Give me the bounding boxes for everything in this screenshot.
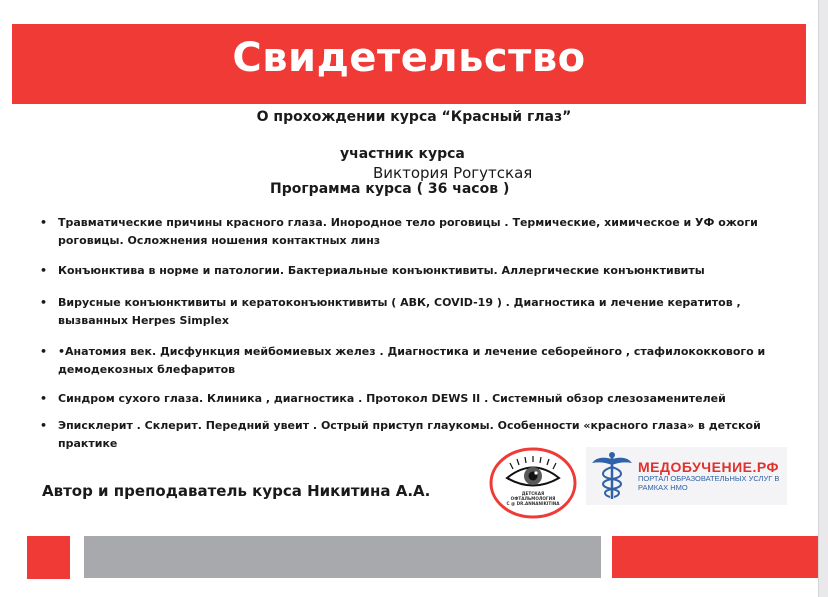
eye-logo [489, 447, 577, 519]
bullet: • [40, 419, 48, 432]
course-subtitle: О прохождении курса “Красный глаз” [256, 109, 572, 125]
topic-text: Травматические причины красного глаза. Инородное тело роговицы . Термические, химическое и УФ ожоги роговицы. Осложнения ношения контактных линз [58, 216, 758, 247]
eye-logo-caption-1: ДЕТСКАЯ [521, 491, 545, 496]
topic-list [40, 214, 770, 453]
topic-text: Конъюнктива в норме и патологии. Бактериальные конъюнктивиты. Аллергические конъюнктивиты [58, 264, 705, 277]
eye-logo-caption-3: С @ DR.ANNANIKITINA [506, 501, 560, 506]
bullet: • [40, 345, 48, 358]
medobuchenie-logo [586, 447, 787, 505]
participant-name: Виктория Рогутская [373, 164, 533, 182]
medobuchenie-brand: МЕДОБУЧЕНИЕ.РФ [638, 459, 779, 475]
eye-logo-caption-2: ОФТАЛЬМОЛОГИЯ [510, 496, 556, 501]
caduceus-icon [590, 451, 634, 501]
list-item [40, 390, 770, 408]
certificate-title: Свидетельство [232, 35, 586, 81]
header-banner [12, 24, 806, 104]
bullet: • [40, 392, 48, 405]
list-item [40, 214, 770, 250]
footer-red-block-right [612, 536, 818, 578]
list-item [40, 294, 770, 330]
list-item [40, 262, 770, 280]
footer-red-block-left [27, 536, 70, 579]
topic-text: •Анатомия век. Дисфункция мейбомиевых желез . Диагностика и лечение себорейного , стафилококкового и демодекозных блефаритов [58, 345, 766, 376]
topic-text: Синдром сухого глаза. Клиника , диагностика . Протокол DEWS II . Системный обзор слезозаменителей [58, 392, 726, 405]
eye-icon [489, 447, 577, 519]
bullet: • [40, 264, 48, 277]
footer-grey-bar [84, 536, 601, 578]
program-title: Программа курса ( 36 часов ) [270, 181, 510, 197]
topic-text: Вирусные конъюнктивиты и кератоконъюнктивиты ( АВК, COVID-19 ) . Диагностика и лечение кератитов , вызванных Herpes Simplex [58, 296, 741, 327]
bullet: • [40, 216, 48, 229]
list-item [40, 343, 770, 379]
participant-label: участник курса [340, 146, 465, 162]
bullet: • [40, 296, 48, 309]
medobuchenie-tagline: ПОРТАЛ ОБРАЗОВАТЕЛЬНЫХ УСЛУГ В РАМКАХ НМО [638, 474, 780, 492]
author-line: Автор и преподаватель курса Никитина А.А. [42, 482, 431, 500]
topic-text: Эписклерит . Склерит. Передний увеит . Острый приступ глаукомы. Особенности «красного глаза» в детской практике [58, 419, 761, 450]
